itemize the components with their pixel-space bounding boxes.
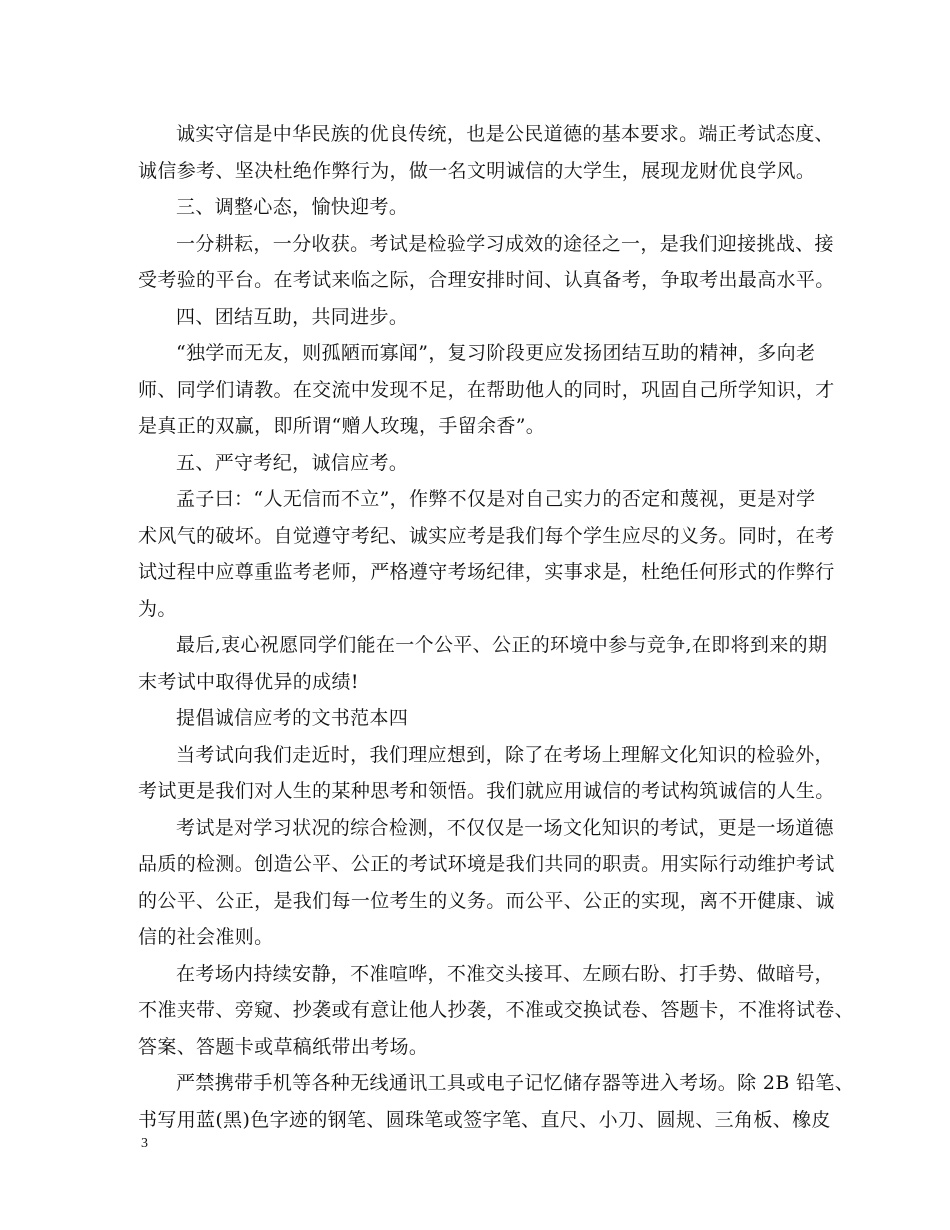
text-line: 四、团结互助，共同进步。 <box>176 305 409 328</box>
text-line: 为。 <box>138 597 177 620</box>
text-line: 严禁携带手机等各种无线通讯工具或电子记忆储存器等进入考场。除 2B 铅笔、 <box>176 1072 855 1094</box>
text-line: 五、严守考纪，诚信应考。 <box>176 451 409 474</box>
text-line: 诚实守信是中华民族的优良传统，也是公民道德的基本要求。端正考试态度、 <box>176 123 834 145</box>
text-line: 考试是对学习状况的综合检测，不仅仅是一场文化知识的考试，更是一场道德 <box>176 816 834 839</box>
text-line: 考试更是我们对人生的某种思考和领悟。我们就应用诚信的考试构筑诚信的人生。 <box>138 780 835 802</box>
text-line: 不准夹带、旁窥、抄袭或有意让他人抄袭，不准或交换试卷、答题卡，不准将试卷、 <box>138 999 854 1021</box>
text-line: 受考验的平台。在考试来临之际，合理安排时间、认真备考，争取考出最高水平。 <box>138 269 835 291</box>
text-line: 孟子曰：“人无信而不立”，作弊不仅是对自己实力的否定和蔑视，更是对学 <box>176 488 816 510</box>
text-line: 诚信参考、坚决杜绝作弊行为，做一名文明诚信的大学生，展现龙财优良学风。 <box>138 159 816 182</box>
text-line: 的公平、公正，是我们每一位考生的义务。而公平、公正的实现，离不开健康、诚 <box>138 889 835 912</box>
text-line: 一分耕耘，一分收获。考试是检验学习成效的途径之一，是我们迎接挑战、接 <box>176 232 834 255</box>
page-number: 3 <box>141 1136 148 1151</box>
text-line: 是真正的双赢，即所谓“赠人玫瑰，手留余香”。 <box>138 415 546 437</box>
text-line: 术风气的破坏。自觉遵守考纪、诚实应考是我们每个学生应尽的义务。同时，在考 <box>138 524 835 547</box>
document-body <box>138 116 855 1138</box>
text-line: 末考试中取得优异的成绩! <box>138 670 359 693</box>
text-line: 在考场内持续安静，不准喧哗，不准交头接耳、左顾右盼、打手势、做暗号， <box>176 962 834 985</box>
text-line: 试过程中应尊重监考老师，严格遵守考场纪律，实事求是，杜绝任何形式的作弊行 <box>138 561 835 583</box>
text-line: 信的社会准则。 <box>138 926 274 948</box>
text-line: “独学而无友，则孤陋而寡闻”，复习阶段更应发扬团结互助的精神，多向老 <box>176 342 816 364</box>
text-line: 答案、答题卡或草稿纸带出考场。 <box>138 1035 429 1058</box>
text-line: 提倡诚信应考的文书范本四 <box>176 707 409 729</box>
text-line: 最后,衷心祝愿同学们能在一个公平、公正的环境中参与竞争,在即将到来的期 <box>176 634 828 656</box>
text-line: 三、调整心态，愉快迎考。 <box>176 196 409 218</box>
text-line: 品质的检测。创造公平、公正的考试环境是我们共同的职责。用实际行动维护考试 <box>138 853 835 875</box>
text-line: 书写用蓝(黑)色字迹的钢笔、圆珠笔或签字笔、直尺、小刀、圆规、三角板、橡皮 <box>138 1108 831 1131</box>
text-line: 师、同学们请教。在交流中发现不足，在帮助他人的同时，巩固自己所学知识，才 <box>138 378 835 401</box>
text-line: 当考试向我们走近时，我们理应想到，除了在考场上理解文化知识的检验外， <box>176 743 834 766</box>
